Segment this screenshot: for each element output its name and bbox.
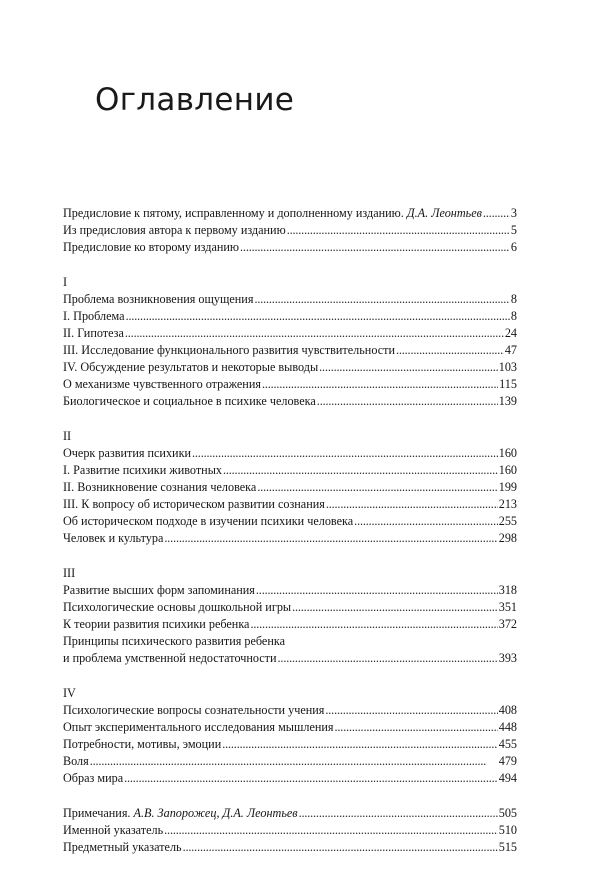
dot-leader bbox=[257, 479, 497, 496]
toc-entry-page: 372 bbox=[498, 617, 517, 631]
toc-entry-page: 255 bbox=[498, 514, 517, 528]
dot-leader bbox=[262, 376, 498, 393]
toc-entry-page: 479 bbox=[498, 754, 517, 768]
part-section-4 bbox=[63, 685, 517, 787]
toc-entry[interactable] bbox=[63, 308, 517, 325]
toc-entry-page: 47 bbox=[504, 343, 517, 357]
toc-entry-text: Психологические вопросы сознательности учения bbox=[63, 703, 325, 717]
toc-entry-text: Психологические основы дошкольной игры bbox=[63, 600, 292, 614]
toc-entry-preface-fifth[interactable] bbox=[63, 205, 517, 222]
dot-leader bbox=[326, 496, 498, 513]
dot-leader bbox=[319, 359, 498, 376]
toc-entry-text: Образ мира bbox=[63, 771, 124, 785]
front-matter-section bbox=[63, 205, 517, 256]
toc-entry-text: Биологическое и социальное в психике человека bbox=[63, 394, 316, 408]
back-matter-section bbox=[63, 805, 517, 856]
toc-entry-page: 448 bbox=[498, 720, 517, 734]
toc-entry-notes[interactable] bbox=[63, 805, 517, 822]
toc-entry[interactable] bbox=[63, 479, 517, 496]
toc-entry-page: 8 bbox=[510, 292, 517, 306]
part-section-1 bbox=[63, 274, 517, 410]
toc-entry-text: Предисловие ко второму изданию bbox=[63, 240, 240, 254]
toc-entry-author: А.В. Запорожец, Д.А. Леонтьев bbox=[133, 806, 298, 820]
toc-entry-text: Воля bbox=[63, 754, 89, 768]
dot-leader bbox=[124, 770, 498, 787]
dot-leader bbox=[192, 445, 498, 462]
toc-entry-page: 505 bbox=[498, 806, 517, 820]
page-title: Оглавление bbox=[95, 82, 295, 118]
toc-entry-page: 24 bbox=[504, 326, 517, 340]
dot-leader bbox=[222, 736, 498, 753]
toc-entry-text: Человек и культура bbox=[63, 531, 164, 545]
toc-entry[interactable] bbox=[63, 445, 517, 462]
toc-entry-page: 3 bbox=[510, 206, 517, 220]
dot-leader bbox=[287, 222, 510, 239]
toc-entry[interactable] bbox=[63, 325, 517, 342]
toc-entry-page: 115 bbox=[499, 377, 517, 391]
dot-leader bbox=[483, 205, 510, 222]
toc-entry[interactable] bbox=[63, 496, 517, 513]
dot-leader bbox=[396, 342, 504, 359]
dot-leader bbox=[164, 530, 497, 547]
toc-entry-text: Предметный указатель bbox=[63, 840, 182, 854]
toc-entry[interactable] bbox=[63, 719, 517, 736]
toc-entry-text: I. Развитие психики животных bbox=[63, 463, 222, 477]
dot-leader bbox=[125, 325, 504, 342]
toc-entry-author: Д.А. Леонтьев bbox=[406, 206, 482, 220]
toc-entry-text: Развитие высших форм запоминания bbox=[63, 583, 255, 597]
toc-entry-page: 510 bbox=[498, 823, 517, 837]
dot-leader bbox=[126, 308, 510, 325]
toc-entry[interactable] bbox=[63, 702, 517, 719]
part-number: IV bbox=[63, 686, 76, 700]
toc-entry-text: О механизме чувственного отражения bbox=[63, 377, 261, 391]
toc-entry[interactable] bbox=[63, 291, 517, 308]
toc-entry-text: Опыт экспериментального исследования мышления bbox=[63, 720, 334, 734]
toc-entry[interactable] bbox=[63, 393, 517, 410]
dot-leader bbox=[223, 462, 498, 479]
toc-entry-text: III. К вопросу об историческом развитии сознания bbox=[63, 497, 325, 511]
dot-leader bbox=[90, 753, 498, 770]
toc-entry-page: 8 bbox=[510, 309, 517, 323]
toc-entry-name-index[interactable] bbox=[63, 822, 517, 839]
part-section-2 bbox=[63, 428, 517, 547]
part-section-3 bbox=[63, 565, 517, 667]
toc-entry-page: 408 bbox=[498, 703, 517, 717]
toc-entry-text: Об историческом подходе в изучении психики человека bbox=[63, 514, 354, 528]
toc-entry[interactable] bbox=[63, 513, 517, 530]
toc-entry-text: IV. Обсуждение результатов и некоторые выводы bbox=[63, 360, 319, 374]
toc-entry[interactable] bbox=[63, 753, 517, 770]
dot-leader bbox=[164, 822, 498, 839]
toc-entry-text: Предисловие к пятому, исправленному и дополненному изданию. bbox=[63, 206, 407, 220]
toc-entry-two-line[interactable] bbox=[63, 633, 517, 667]
toc-entry-page: 351 bbox=[498, 600, 517, 614]
toc-entry[interactable] bbox=[63, 770, 517, 787]
toc-entry-page: 494 bbox=[498, 771, 517, 785]
toc-entry-preface-first[interactable] bbox=[63, 222, 517, 239]
toc-entry-page: 455 bbox=[498, 737, 517, 751]
toc-entry[interactable] bbox=[63, 462, 517, 479]
toc-entry-page: 298 bbox=[498, 531, 517, 545]
dot-leader bbox=[354, 513, 498, 530]
toc-entry-page: 318 bbox=[498, 583, 517, 597]
dot-leader bbox=[183, 839, 498, 856]
dot-leader bbox=[254, 291, 509, 308]
toc-entry-text: Потребности, мотивы, эмоции bbox=[63, 737, 222, 751]
toc-entry-page: 393 bbox=[498, 651, 517, 665]
toc-entry-preface-second[interactable] bbox=[63, 239, 517, 256]
dot-leader bbox=[325, 702, 497, 719]
part-number: I bbox=[63, 275, 68, 289]
toc-entry[interactable] bbox=[63, 530, 517, 547]
part-number: III bbox=[63, 566, 76, 580]
toc-entry[interactable] bbox=[63, 582, 517, 599]
toc-entry-text: Примечания. bbox=[63, 806, 134, 820]
dot-leader bbox=[335, 719, 498, 736]
part-number: II bbox=[63, 429, 72, 443]
toc-entry[interactable] bbox=[63, 736, 517, 753]
toc-entry[interactable] bbox=[63, 599, 517, 616]
toc-entry-page: 515 bbox=[498, 840, 517, 854]
toc-entry-text: Из предисловия автора к первому изданию bbox=[63, 223, 286, 237]
toc-entry-page: 103 bbox=[498, 360, 517, 374]
toc-entry-page: 160 bbox=[498, 463, 517, 477]
toc-entry-page: 199 bbox=[498, 480, 517, 494]
toc-entry-text: II. Гипотеза bbox=[63, 326, 124, 340]
toc-entry-text: III. Исследование функционального развития чувствительности bbox=[63, 343, 395, 357]
toc-entry[interactable] bbox=[63, 376, 517, 393]
toc-entry-subject-index[interactable] bbox=[63, 839, 517, 856]
toc-entry-page: 5 bbox=[510, 223, 517, 237]
dot-leader bbox=[256, 582, 498, 599]
toc-entry-text: II. Возникновение сознания человека bbox=[63, 480, 257, 494]
dot-leader bbox=[299, 805, 498, 822]
toc-entry-text: Проблема возникновения ощущения bbox=[63, 292, 254, 306]
dot-leader bbox=[278, 650, 498, 667]
toc-entry-text-line2: и проблема умственной недостаточности bbox=[63, 651, 277, 665]
toc-entry-page: 160 bbox=[498, 446, 517, 460]
toc-entry-text: Очерк развития психики bbox=[63, 446, 192, 460]
dot-leader bbox=[317, 393, 498, 410]
toc-entry[interactable] bbox=[63, 342, 517, 359]
dot-leader bbox=[250, 616, 497, 633]
dot-leader bbox=[240, 239, 510, 256]
toc-entry-text-line1: Принципы психического развития ребенка bbox=[63, 634, 286, 648]
toc-entry[interactable] bbox=[63, 359, 517, 376]
toc-entry-text: I. Проблема bbox=[63, 309, 125, 323]
toc-entry-text: К теории развития психики ребенка bbox=[63, 617, 250, 631]
dot-leader bbox=[292, 599, 498, 616]
table-of-contents bbox=[63, 205, 517, 874]
toc-entry-page: 139 bbox=[498, 394, 517, 408]
toc-entry[interactable] bbox=[63, 616, 517, 633]
toc-entry-page: 213 bbox=[498, 497, 517, 511]
toc-entry-page: 6 bbox=[510, 240, 517, 254]
toc-entry-text: Именной указатель bbox=[63, 823, 164, 837]
